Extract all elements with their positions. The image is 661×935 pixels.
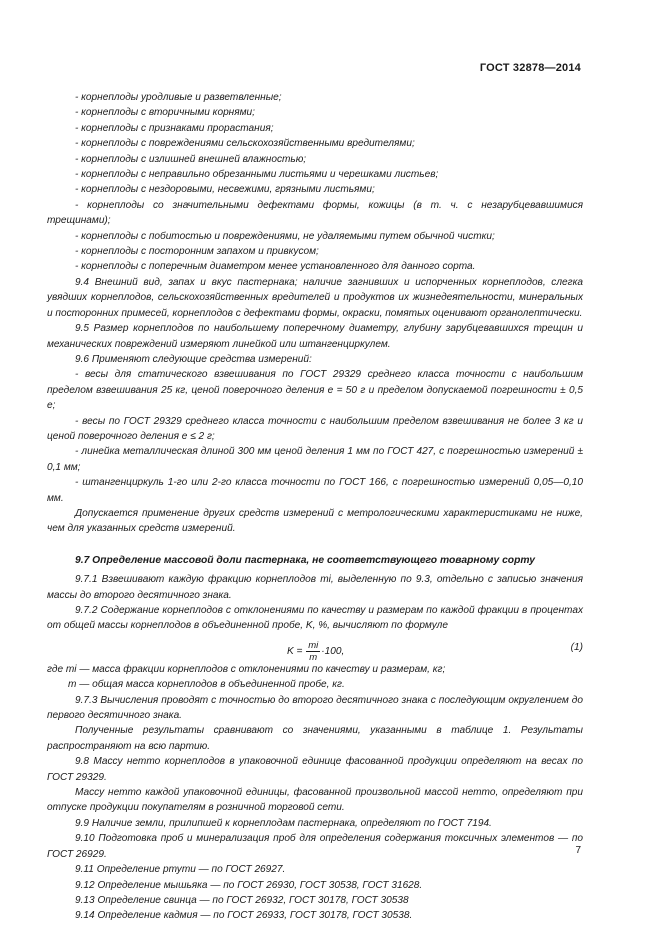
- formula-number: (1): [570, 641, 583, 653]
- page-body: [47, 90, 583, 924]
- formula-legend-mi: где mi — масса фракции корнеплодов с отклонениями по качеству и размерам, кг;: [47, 663, 446, 675]
- page-number: 7: [575, 845, 581, 856]
- formula-1: [47, 634, 583, 662]
- list-item: - весы по ГОСТ 29329 среднего класса точности с наибольшим пределом взвешивания не более 3 кг и ценой поверочного деления е ≤ 2 г;: [47, 415, 583, 442]
- section-heading-9-7: 9.7 Определение массовой доли пастернака, не соответствующего товарному сорту: [75, 554, 536, 566]
- paragraph-9-11: 9.11 Определение ртути — по ГОСТ 26927.: [75, 864, 286, 876]
- paragraph-9-4: 9.4 Внешний вид, запах и вкус пастернака; наличие загнивших и испорченных корнеплодов, слегка увядших корнеплодов, сельскохозяйственных вредителей и продуктов их жизнедеятельности, минеральных и посторонних примесей, корнеплодов с дефектами формы, окраски, помятых оценивают органолептически.: [47, 276, 583, 319]
- paragraph-9-13: 9.13 Определение свинца — по ГОСТ 26932, ГОСТ 30178, ГОСТ 30538: [75, 894, 409, 906]
- list-item: - корнеплоды уродливые и разветвленные;: [75, 92, 282, 103]
- list-item: - корнеплоды с поперечным диаметром менее установленного для данного сорта.: [75, 261, 476, 273]
- list-item: - корнеплоды со значительными дефектами формы, кожицы (в т. ч. с незарубцевавшимися трещинами);: [47, 199, 583, 227]
- paragraph-net-mass: Массу нетто каждой упаковочной единицы, фасованной произвольной массой нетто, определяют при отпуске продукции покупателям в розничной торговой сети.: [47, 787, 583, 814]
- list-item: - корнеплоды с признаками прорастания;: [75, 122, 274, 134]
- list-item: - корнеплоды с вторичными корнями;: [75, 107, 255, 119]
- formula-rhs: ·100,: [321, 645, 345, 657]
- paragraph-9-7-2: 9.7.2 Содержание корнеплодов с отклонениями по качеству и размерам по каждой фракции в процентах от общей массы корнеплодов в объединенной пробе, K, %, вычисляют по формуле: [47, 605, 583, 632]
- formula-denominator: m: [309, 651, 318, 663]
- paragraph-results: Полученные результаты сравнивают со значениями, указанными в таблице 1. Результаты распространяют на всю партию.: [47, 725, 583, 752]
- list-item: - линейка металлическая длиной 300 мм ценой деления 1 мм по ГОСТ 427, с погрешностью измерений ± 0,1 мм;: [47, 446, 583, 473]
- list-item: - весы для статического взвешивания по ГОСТ 29329 среднего класса точности с наибольшим пределом взвешивания 25 кг, ценой поверочного деления е = 50 г и пределом допускаемой погрешности ± 0,5 е;: [47, 369, 583, 412]
- paragraph-9-9: 9.9 Наличие земли, прилипшей к корнеплодам пастернака, определяют по ГОСТ 7194.: [75, 817, 492, 829]
- formula-expression: [287, 640, 344, 663]
- paragraph-9-10: 9.10 Подготовка проб и минерализация проб для определения содержания токсичных элементов — по ГОСТ 26929.: [47, 833, 583, 860]
- list-item: - корнеплоды с нездоровыми, несвежими, грязными листьями;: [75, 184, 375, 196]
- list-item: - корнеплоды с побитостью и повреждениями, не удаляемыми путем обычной чистки;: [75, 230, 495, 242]
- paragraph-9-5: 9.5 Размер корнеплодов по наибольшему поперечному диаметру, глубину зарубцевавшихся трещин и механических повреждений измеряют линейкой или штангенциркулем.: [47, 323, 583, 350]
- paragraph-9-6: 9.6 Применяют следующие средства измерений:: [75, 353, 312, 365]
- formula-fraction: [306, 640, 320, 663]
- paragraph-note: Допускается применение других средств измерений с метрологическими характеристиками не ниже, чем для указанных средств измерений.: [47, 507, 583, 535]
- paragraph-9-7-3: 9.7.3 Вычисления проводят с точностью до второго десятичного знака с последующим округлением до первого десятичного знака.: [47, 694, 583, 722]
- list-item: - корнеплоды с излишней внешней влажностью;: [75, 153, 307, 165]
- paragraph-9-12: 9.12 Определение мышьяка — по ГОСТ 26930, ГОСТ 30538, ГОСТ 31628.: [75, 879, 423, 891]
- formula-lhs: K =: [287, 645, 303, 657]
- formula-numerator: mi: [308, 639, 319, 651]
- list-item: - корнеплоды с неправильно обрезанными листьями и черешками листьев;: [75, 169, 439, 181]
- list-item: - штангенциркуль 1-го или 2-го класса точности по ГОСТ 166, с погрешностью измерений 0,05—0,10 мм.: [47, 477, 583, 504]
- list-item: - корнеплоды с посторонним запахом и привкусом;: [75, 246, 319, 258]
- standard-header: ГОСТ 32878—2014: [479, 62, 581, 74]
- list-item: - корнеплоды с повреждениями сельскохозяйственными вредителями;: [75, 138, 415, 150]
- paragraph-9-8: 9.8 Массу нетто корнеплодов в упаковочной единице фасованной продукции определяют на весах по ГОСТ 29329.: [47, 756, 583, 783]
- paragraph-9-7-1: 9.7.1 Взвешивают каждую фракцию корнеплодов mi, выделенную по 9.3, отдельно с записью значения массы до второго десятичного знака.: [47, 574, 583, 601]
- formula-legend-m: m — общая масса корнеплодов в объединенной пробе, кг.: [68, 679, 345, 691]
- paragraph-9-14: 9.14 Определение кадмия — по ГОСТ 26933, ГОСТ 30178, ГОСТ 30538.: [75, 910, 413, 922]
